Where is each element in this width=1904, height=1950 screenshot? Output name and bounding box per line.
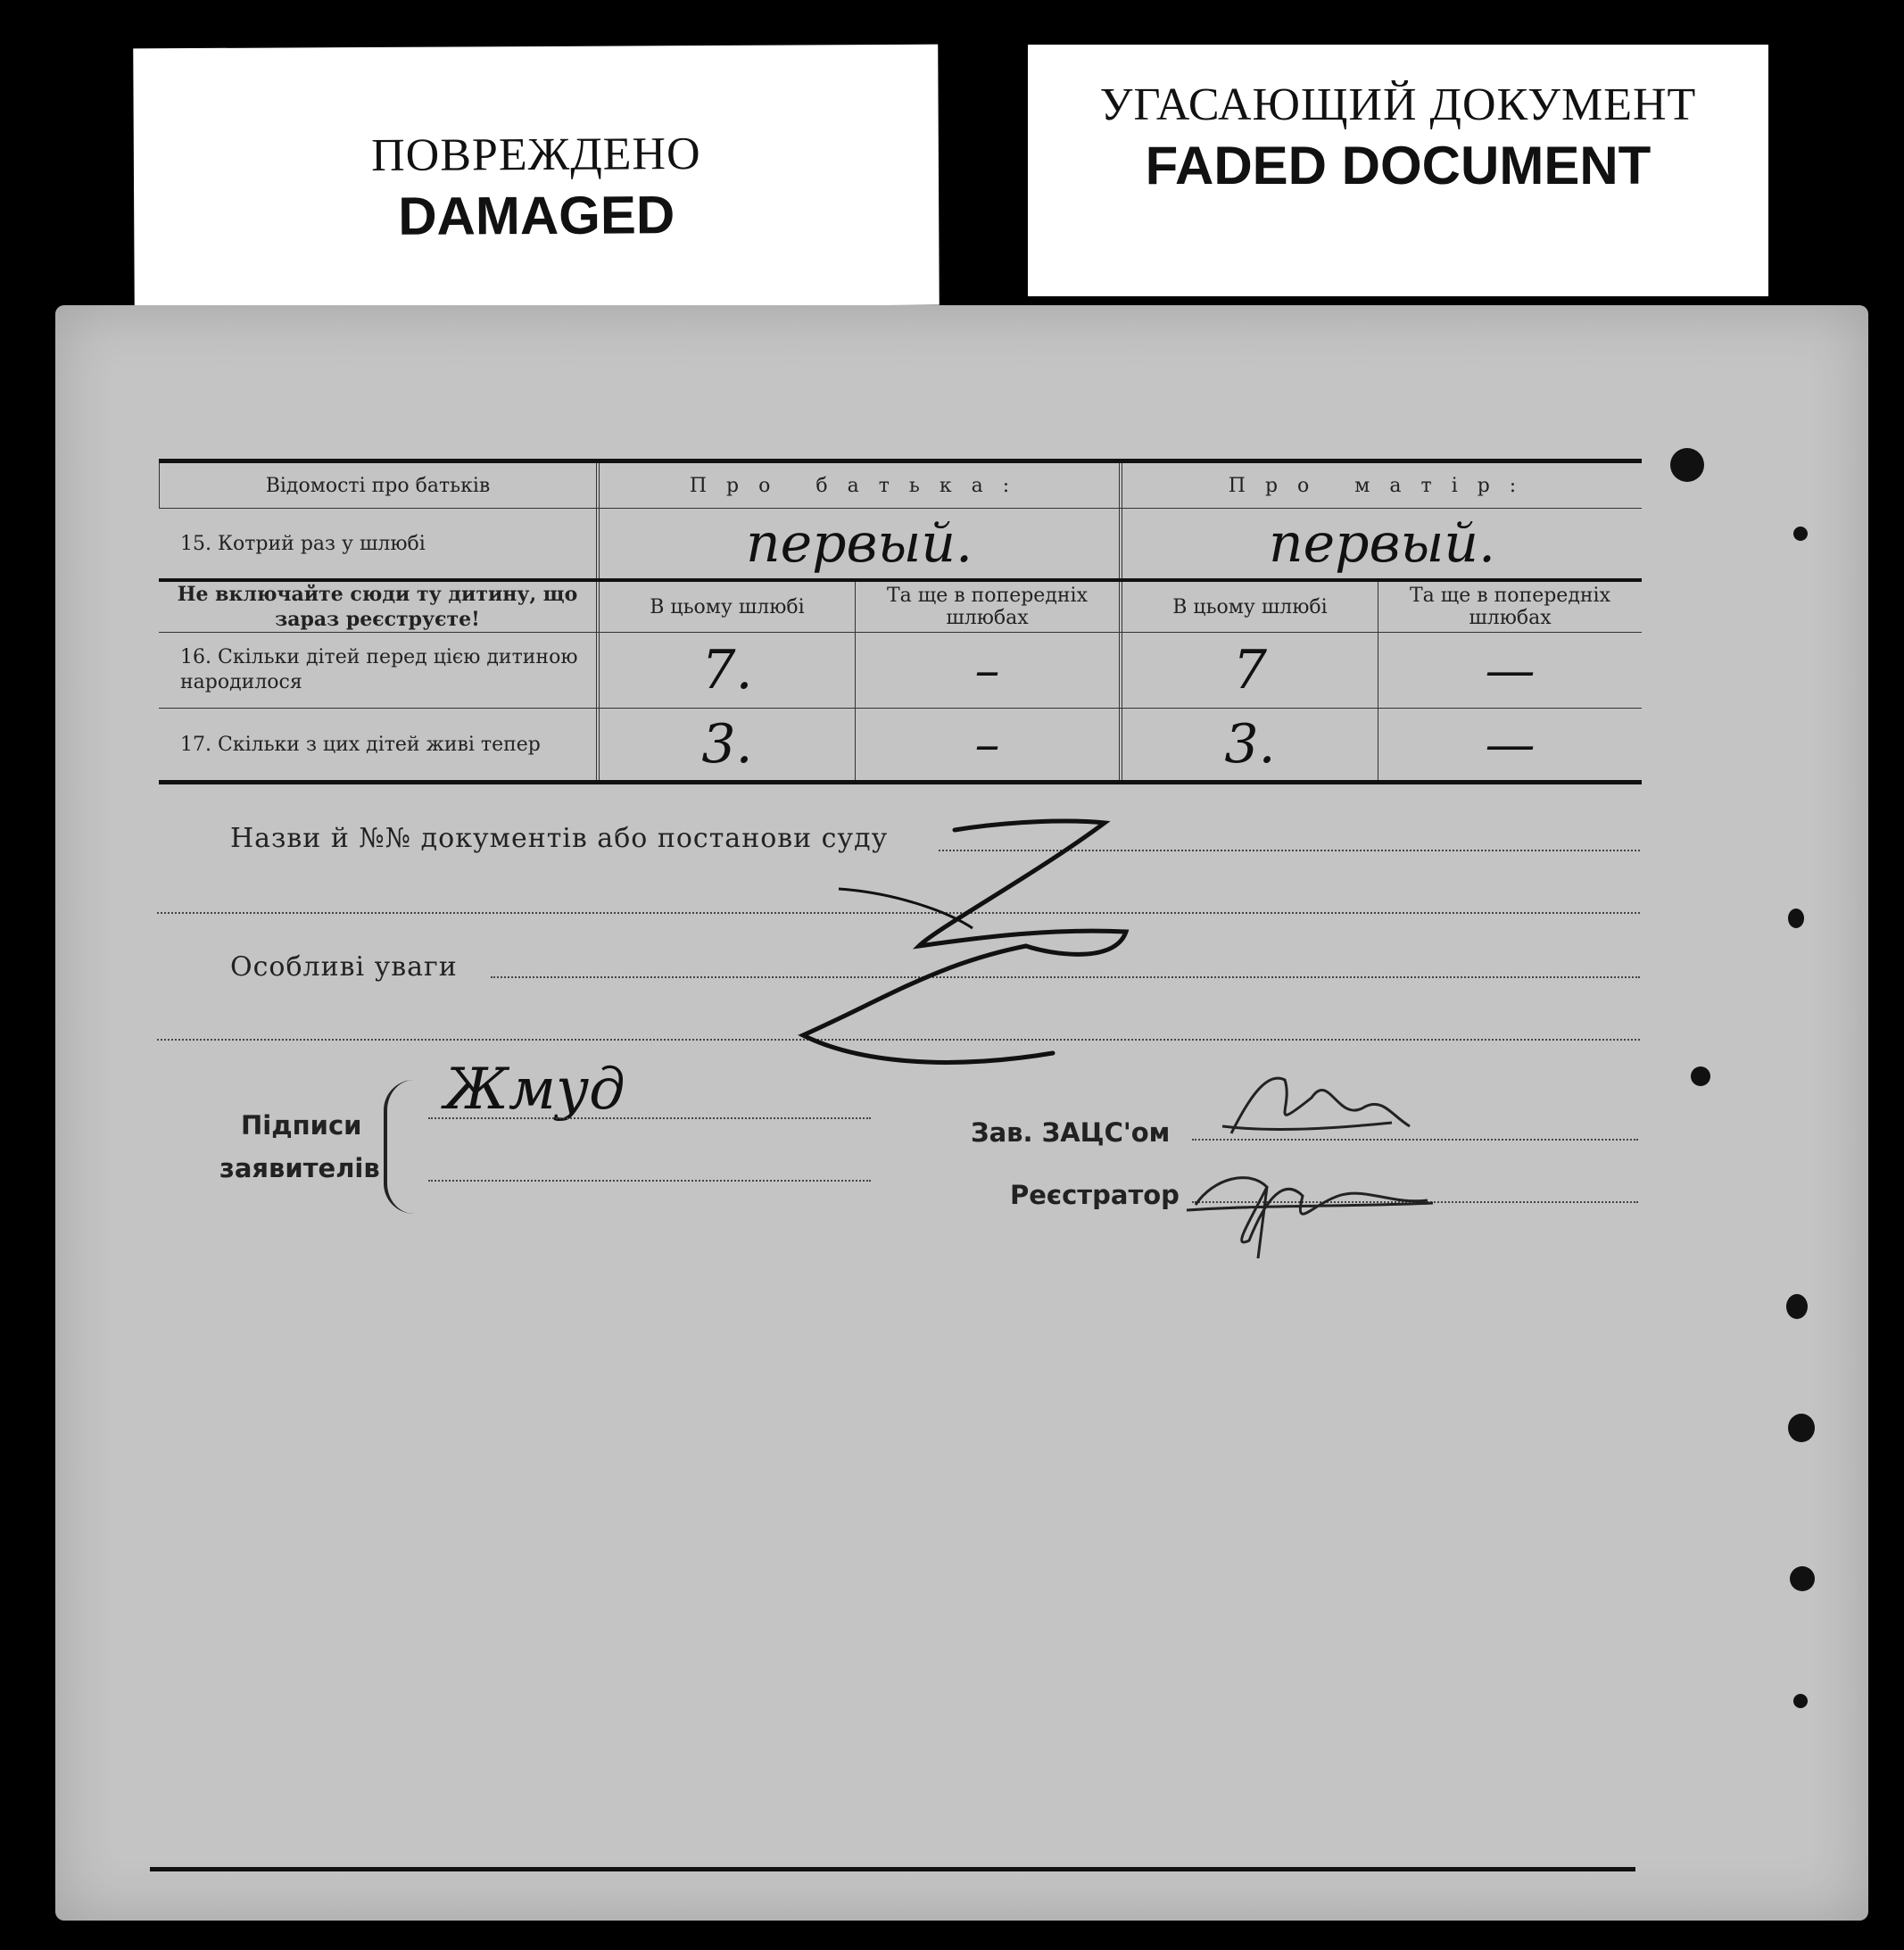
row17-father-this: 3. [596,709,855,780]
subheader-father-this: В цьому шлюбі [596,582,855,632]
faded-label-en: FADED DOCUMENT [1145,136,1652,195]
faded-label-ru: УГАСАЮЩИЙ ДОКУМЕНТ [1099,79,1697,130]
notes-label: Особливі уваги [230,951,458,983]
applicant-signature: Жмуд [444,1057,625,1123]
row15-label: 15. Котрий раз у шлюбі [180,532,426,555]
bottom-rule [150,1867,1635,1871]
row17-father-prev: – [855,709,1119,780]
applicants-label-1: Підписи [241,1110,362,1141]
head-label: Зав. ЗАЦС'ом [971,1117,1171,1148]
registrar-label: Реєстратор [1010,1180,1180,1210]
damaged-label-ru: ПОВРЕЖДЕНО [371,129,701,181]
header-father: Про батька: [596,463,1119,508]
header-parents-info: Відомості про батьків [159,463,596,508]
row17-label: 17. Скільки з цих дітей живі тепер [180,733,541,756]
row16-label: 16. Скільки дітей перед цією дитиною народилося [180,646,578,693]
subheader-note: Не включайте сюди ту дитину, що зараз реєструєте! [177,583,578,631]
brace-icon [384,1080,414,1214]
row17-mother-prev: — [1378,709,1642,780]
row17-mother-this: 3. [1119,709,1378,780]
subheader-mother-prev: Та ще в попередніх шлюбах [1378,582,1642,632]
row16-father-this: 7. [596,633,855,708]
applicants-label-2: заявителів [219,1153,380,1183]
row16-father-prev: – [855,633,1119,708]
applicant-line-2 [428,1180,871,1182]
row15-mother-value: первый. [1119,509,1642,578]
subheader-mother-this: В цьому шлюбі [1119,582,1378,632]
row15-father-value: первый. [596,509,1119,578]
row16-mother-this: 7 [1119,633,1378,708]
applicant-line-1 [428,1117,871,1119]
head-signature-line [1192,1139,1638,1141]
registrar-signature-line [1192,1201,1638,1203]
subheader-father-prev: Та ще в попередніх шлюбах [855,582,1119,632]
row16-mother-prev: — [1378,633,1642,708]
documents-label: Назви й №№ документів або постанови суду [230,823,889,854]
header-mother: Про матір: [1119,463,1642,508]
damaged-label-en: DAMAGED [398,185,675,246]
